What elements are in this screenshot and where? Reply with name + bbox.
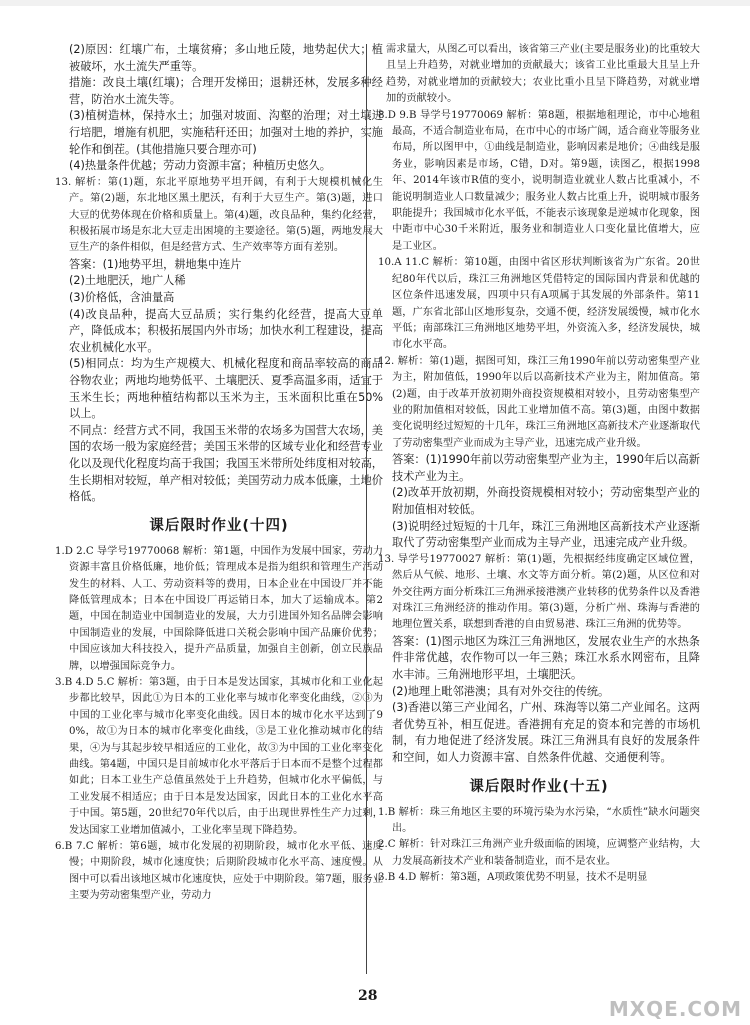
answer-paragraph: (3)说明经过短短的十几年，珠江三角洲地区高新技术产业逐渐取代了劳动密集型产业而成为主导产业，迅速完成产业升级。 [392, 519, 700, 550]
answer-paragraph: 13. 解析：第(1)题，东北平原地势平坦开阔，有利于大规模机械化生产。第(2)题，东北地区黑土肥沃，有利于大豆生产。第(3)题，进口大豆的优势体现在价格和质量上。第(4)题，改良品种，集约化经营，积极拓展市场是东北大豆走出困境的主要途径。第(5)题，两地发展大豆生产的条件相似，但是经营方式、生产效率等方面有差别。 [55, 176, 383, 254]
answer-paragraph: 3.B 4.D 5.C 解析：第3题，由于日本是发达国家，其城市化和工业化起步都比较早，因此①为日本的工业化率与城市化率变化曲线，②③为中国的工业化率与城市化率变化曲线。因日本的城市化水平达到了90%，故①为日本的城市化率变化曲线，③是工业化推动城市化的结果，④为与其起步较早相适应的工业化，故③为中国的工业化率变化曲线。第4题，中国只是目前城市化水平落后于日本而不是整个过程都如此；日本工业生产总值虽然处于上升趋势，但城市化水平偏低，与工业发展不相适应；由于日本是发达国家，因此日本的工业化水平高于中国。第5题，20世纪70年代以后，由于出现世界性生产力过剩，发达国家工业增加值减小，工业化率呈现下降趋势。 [55, 676, 383, 836]
answer-paragraph: (4)改良品种，提高大豆品质；实行集约化经营，提高大豆单产，降低成本；积极拓展国内外市场；加快水利工程建设，提高农业机械化水平。 [69, 307, 383, 354]
section-heading: 课后限时作业(十四) [149, 517, 289, 534]
answer-paragraph: 措施：改良土壤(红壤)；合理开发梯田；退耕还林，发展多种经营，防治水土流失等。 [69, 76, 383, 106]
answer-paragraph: 6.B 7.C 解析：第6题，城市化发展的初期阶段，城市化水平低、速度慢；中期阶段，城市化速度快；后期阶段城市化水平高、速度慢。从图中可以看出该地区城市化速度快，应处于中期阶段。第7题，服务业主要为劳动密集型产业，劳动力 [55, 841, 383, 902]
answer-paragraph: (3)植树造林，保持水土；加强对坡面、沟壑的治理；对土壤进行培肥，增施有机肥，实施秸秆还田；加强对土地的养护，实施轮作和倒茬。(其他措施只要合理亦可) [69, 109, 383, 156]
column-divider [366, 44, 367, 974]
answer-paragraph: (2)地理上毗邻港澳；具有对外交往的传统。 [392, 684, 610, 698]
answer-paragraph: 12. 解析：第(1)题，据图可知，珠江三角1990年前以劳动密集型产业为主，附加值低，1990年以后以高新技术产业为主，附加值高。第(2)题，由于改革开放初期外商投资规模相对较小，且劳动密集型产业的附加值相对较低，因此工业增加值不高。第(3)题，由图中数据变化说明经过短短的十几年，珠江三角洲地区高新技术产业逐渐取代了劳动密集型产业而成为主导产业，迅速完成产业升级。 [378, 355, 700, 449]
scan-top-edge [0, 0, 750, 6]
page-number: 28 [358, 988, 378, 1004]
answer-paragraph: 1.B 解析：珠三角地区主要的环境污染为水污染，“水质性”缺水问题突出。 [378, 806, 700, 834]
left-column [55, 42, 383, 992]
answer-paragraph: 答案：(1)地势平坦，耕地集中连片 [69, 257, 242, 271]
answer-paragraph: 2.C 解析：针对珠江三角洲产业升级面临的困境，应调整产业结构，大力发展高新技术产业和装备制造业，而不是农业。 [378, 839, 700, 867]
answer-paragraph: 3.B 4.D 解析：第3题，A项政策优势不明显，技术不是明显 [378, 872, 648, 884]
answer-paragraph: 10.A 11.C 解析：第10题，由图中省区形状判断该省为广东省。20世纪80年代以后，珠江三角洲地区凭借特定的国际国内背景和优越的区位条件迅速发展，四项中只有A项属于其发展的外部条件。第11题，广东省北部山区地形复杂，交通不便，经济发展缓慢，城市化水平低；南部珠江三角洲地区地势平坦，外资流入多，经济发展快，城市化水平高。 [378, 257, 700, 351]
answer-paragraph: (3)价格低，含油量高 [69, 290, 175, 304]
answer-paragraph: 答案：(1)图示地区为珠江三角洲地区，发展农业生产的水热条件非常优越，农作物可以一年三熟；珠江水系水网密布，且降水丰沛。三角洲地形平坦，土壤肥沃。 [392, 634, 700, 681]
answer-paragraph: (2)土地肥沃，地广人稀 [69, 274, 186, 288]
answer-paragraph: 1.D 2.C 导学号19770068 解析：第1题，中国作为发展中国家，劳动力资源丰富且价格低廉，地价低；管理成本是指为组织和管理生产活动发生的材料、人工、劳动资料等的费用，日本企业在中国设厂并不能降低管理成本；日本在中国设厂再运销日本，加大了运输成本。第2题，中国在制造业中国制造业的发展，大力引进国外知名品牌会影响中国制造业的发展，中国除降低进口关税会影响中国产品廉价优势；中国应该加大科技投入，提升产品质量，加强自主创新，创立民族品牌，以增强国际竞争力。 [55, 545, 383, 672]
answer-paragraph: 不同点：经营方式不同，我国玉米带的农场多为国营大农场，美国的农场一般为家庭经营；美国玉米带的区域专业化和经营专业化以及现代化程度均高于我国；我国玉米带所处纬度相对较高，生长期相对较短，单产相对较低；美国劳动力成本低廉，土地价格低。 [69, 423, 383, 504]
right-column [378, 42, 700, 992]
answer-paragraph: (2)原因：红壤广布，土壤贫瘠；多山地丘陵，地势起伏大；植被破坏，水土流失严重等。 [69, 43, 383, 73]
answer-paragraph: (3)香港以第三产业闻名，广州、珠海等以第二产业闻名。这两者优势互补，相互促进。香港拥有充足的资本和完善的市场机制，有力地促进了经济发展。珠江三角洲具有良好的发展条件和空间，如人力资源丰富、自然条件优越、交通便利等。 [392, 701, 700, 764]
answer-paragraph: 8.D 9.B 导学号19770069 解析：第8题，根据地租理论，市中心地租最高，不适合制造业布局，在市中心的市场广阔，适合商业等服务业布局，所以图甲中，①曲线是制造业，影响因素是地价；④曲线是服务业，影响因素是市场，C错，D对。第9题，读图乙，根据1998年、2014年该市R值的变小，说明制造业就业人数占比重减小，不能说明制造业人口数量减少；服务业人数占比重上升，说明城市服务职能提升；我国城市化水平低，不能表示该现象是逆城市化现象，图中距市中心30千米附近，服务业和制造业人口变化量比值增大，应是工业区。 [378, 109, 700, 252]
answer-paragraph: (2)改革开放初期，外商投资规模相对较小；劳动密集型产业的附加值相对较低。 [392, 486, 700, 516]
section-heading: 课后限时作业(十五) [469, 778, 609, 795]
answer-paragraph: (5)相同点：均为生产规模大、机械化程度和商品率较高的商品谷物农业；两地均地势低平、土壤肥沃、夏季高温多雨，适宜于玉米生长；两地种植结构都以玉米为主，玉米面积比重在50%以上。 [69, 357, 383, 421]
answer-paragraph: 13. 导学号19770027 解析：第(1)题，先根据经纬度确定区域位置，然后从气候、地形、土壤、水文等方面分析。第(2)题，从区位和对外交往两方面分析珠江三角洲承接港澳产业转移的优势条件以及香港对珠江三角洲经济的推动作用。第(3)题，分析广州、珠海与香港的地理位置关系，联想到香港的自由贸易港、珠江三角洲的优势等。 [378, 553, 700, 631]
answer-paragraph: 需求量大，从图乙可以看出，该省第三产业(主要是服务业)的比重较大且呈上升趋势，对就业增加的贡献最大；该省工业比重最大且呈上升趋势，对就业增加的贡献较大；农业比重小且呈下降趋势，对就业增加的贡献较小。 [386, 44, 700, 105]
watermark-logo: MXQE.COM [608, 997, 742, 1021]
answer-paragraph: (4)热量条件优越；劳动力资源丰富；种植历史悠久。 [69, 159, 331, 173]
answer-paragraph: 答案：(1)1990年前以劳动密集型产业为主，1990年后以高新技术产业为主。 [392, 453, 700, 483]
